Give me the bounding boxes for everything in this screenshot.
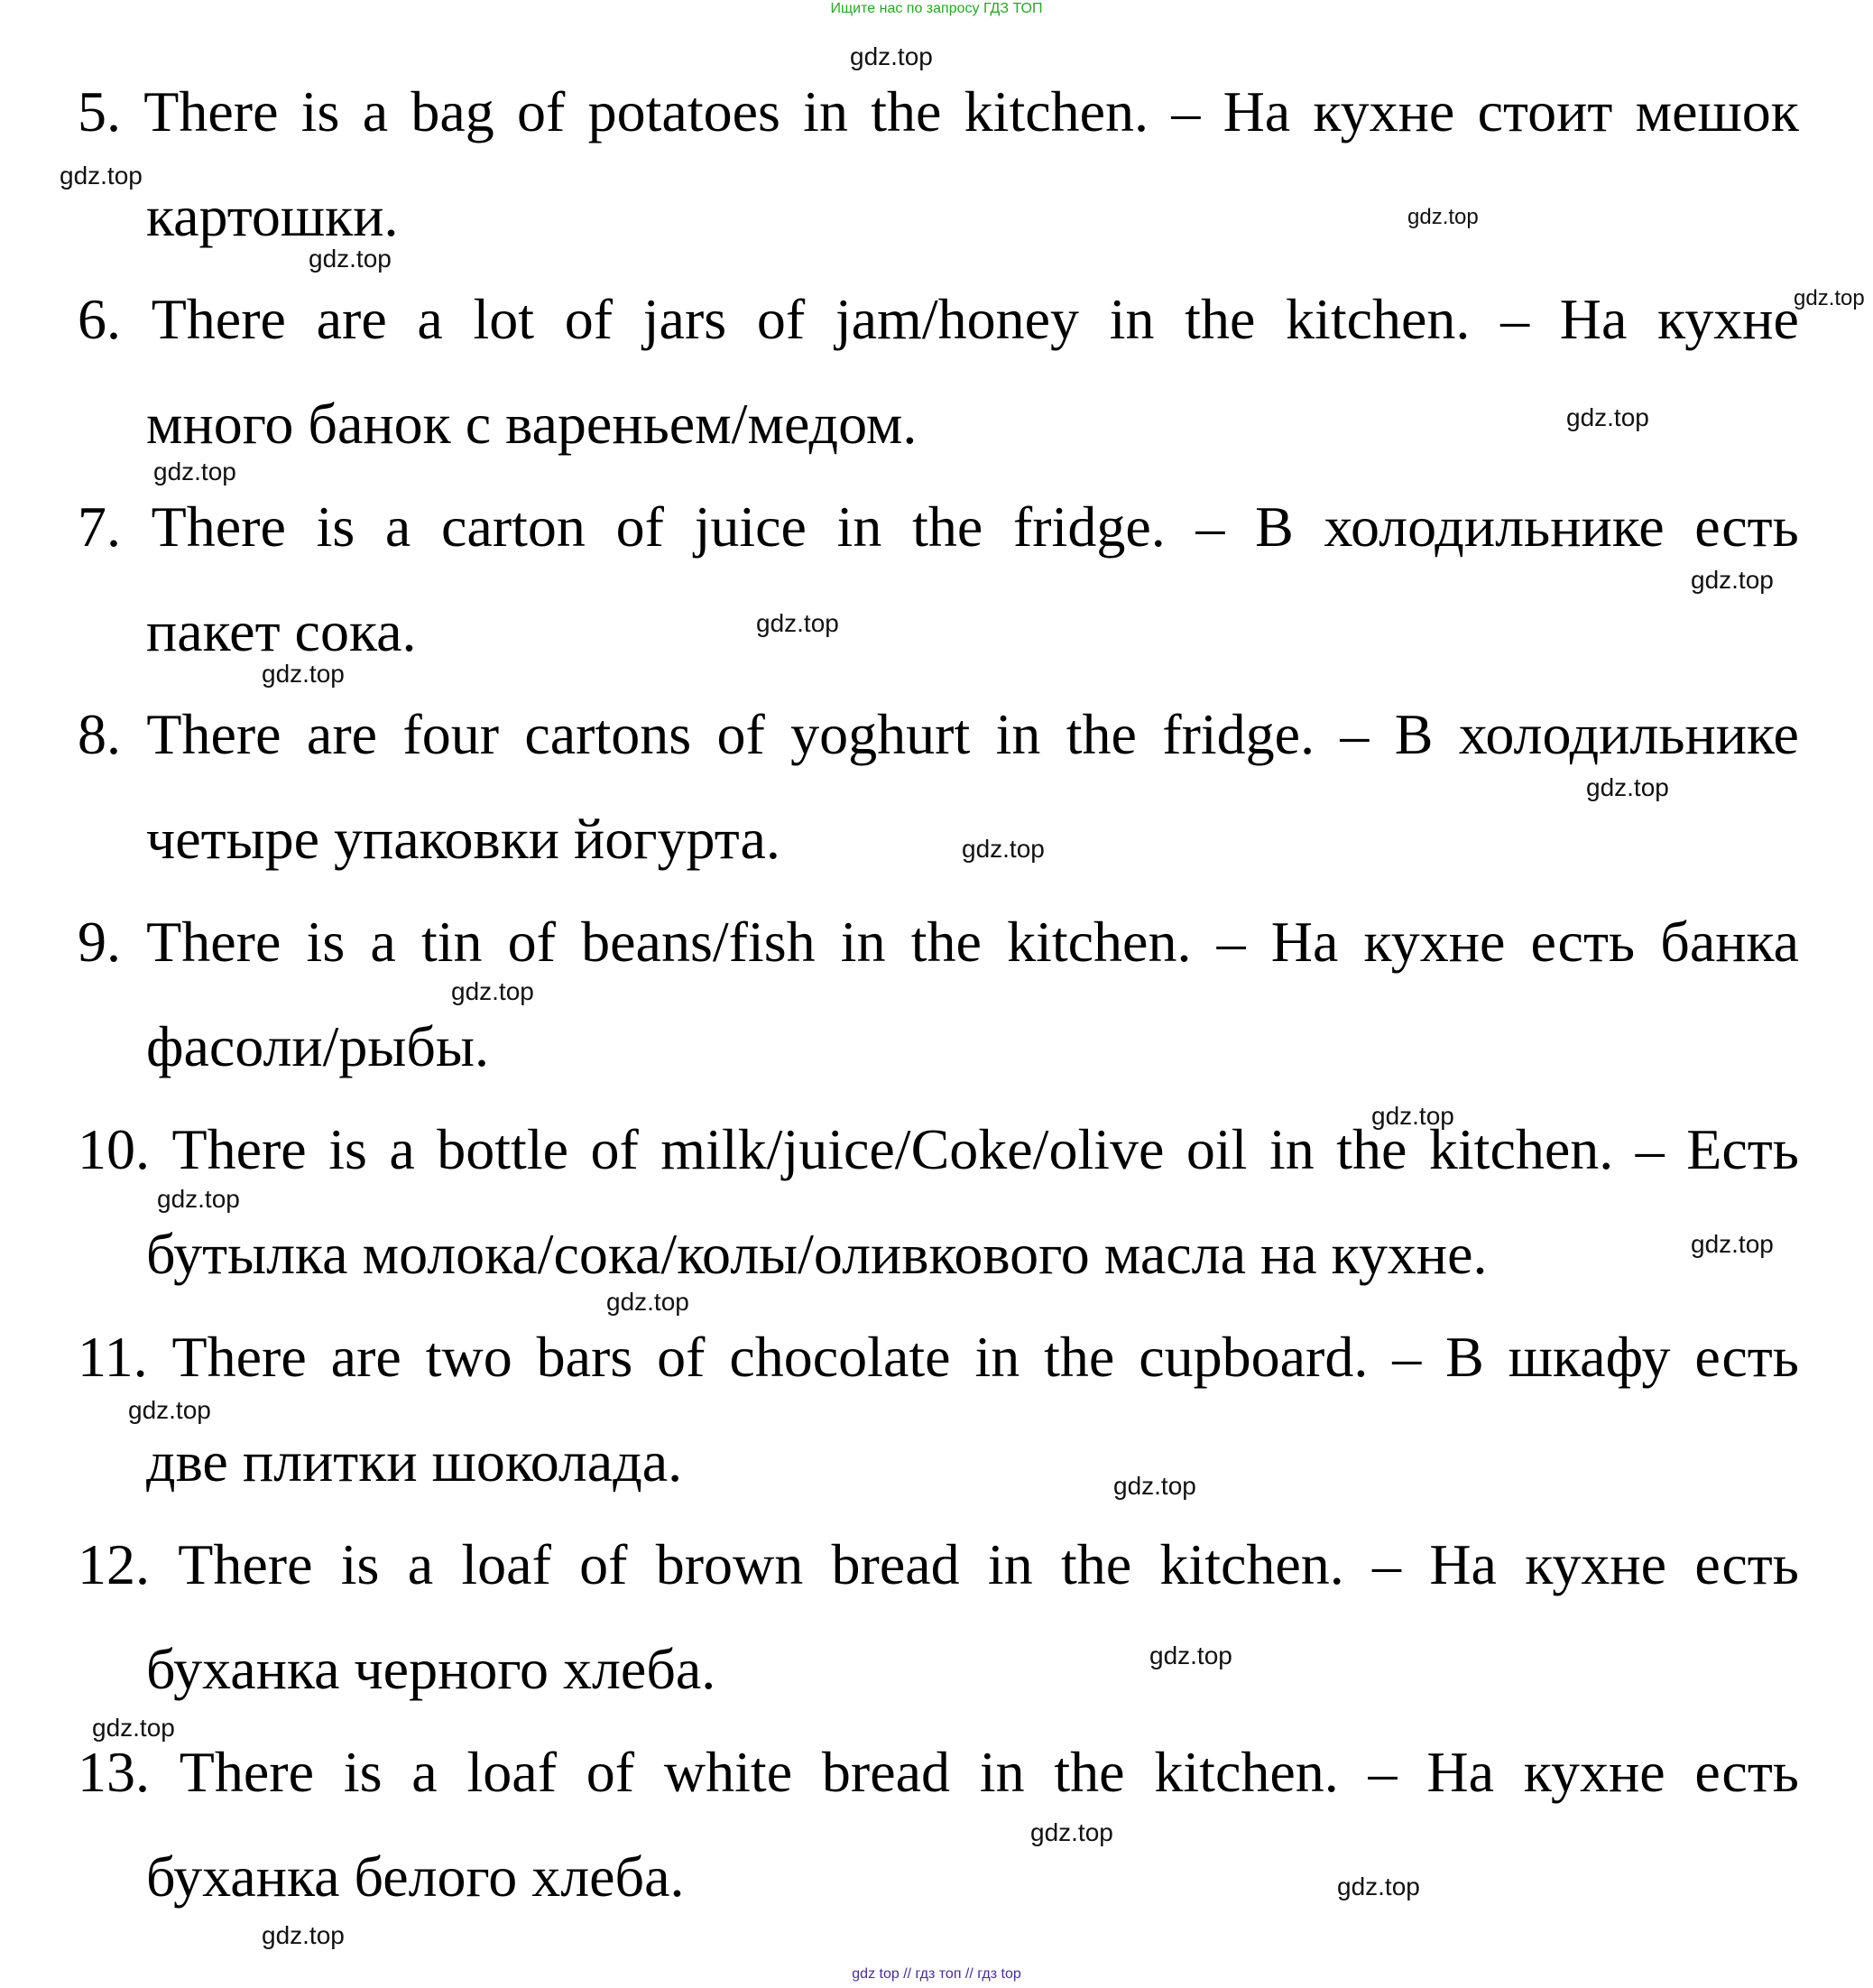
watermark-text: gdz.top — [606, 1288, 689, 1316]
item-number: 5. — [78, 79, 121, 143]
sentence-line: 10. There is a bottle of milk/juice/Coke/olive oil in the kitchen. – Есть — [78, 1117, 1799, 1181]
watermark-text: gdz.top — [1794, 286, 1865, 310]
item-number: 11. — [78, 1325, 148, 1389]
watermark-text: gdz.top — [962, 835, 1045, 863]
watermark-text: gdz.top — [850, 42, 933, 70]
watermark-text: gdz.top — [1030, 1818, 1113, 1846]
watermark-text: gdz.top — [153, 458, 236, 485]
translation-line: пакет сока. — [146, 599, 417, 663]
translation-line: много банок с вареньем/медом. — [146, 392, 918, 456]
item-number: 12. — [78, 1532, 150, 1596]
sentence-line: 6. There are a lot of jars of jam/honey in the kitchen. – На кухне — [78, 287, 1799, 351]
sentence-line: 9. There is a tin of beans/fish in the kitchen. – На кухне есть банка — [78, 910, 1799, 974]
translation-line: буханка белого хлеба. — [146, 1845, 685, 1909]
sentence-line: 13. There is a loaf of white bread in the kitchen. – На кухне есть — [78, 1740, 1799, 1804]
sentence-line: 5. There is a bag of potatoes in the kitchen. – На кухне стоит мешок — [78, 79, 1799, 143]
watermark-text: gdz.top — [1337, 1872, 1420, 1900]
watermark-text: gdz.top — [756, 609, 839, 637]
item-number: 13. — [78, 1740, 150, 1804]
watermark-text: gdz.top — [262, 660, 345, 688]
translation-line: четыре упаковки йогурта. — [146, 807, 780, 871]
watermark-text: gdz.top — [309, 245, 392, 273]
watermark-text: gdz.top — [1113, 1472, 1196, 1500]
item-number: 9. — [78, 910, 121, 974]
item-number: 7. — [78, 495, 121, 559]
translation-line: две плитки шоколада. — [146, 1429, 683, 1493]
watermark-text: gdz.top — [128, 1396, 211, 1424]
sentence-line: 8. There are four cartons of yoghurt in the fridge. – В холодильнике — [78, 702, 1799, 766]
item-number: 10. — [78, 1117, 150, 1181]
watermark-text: gdz.top — [1149, 1641, 1232, 1669]
watermark-text: gdz.top — [157, 1185, 240, 1213]
watermark-text: gdz.top — [451, 977, 534, 1005]
watermark-text: gdz.top — [1566, 403, 1649, 431]
footer-links[interactable]: gdz top // гдз топ // гдз top — [852, 1966, 1021, 1982]
watermark-text: gdz.top — [1691, 1230, 1774, 1258]
translation-line: буханка черного хлеба. — [146, 1637, 716, 1701]
watermark-text: gdz.top — [1407, 205, 1479, 229]
top-banner[interactable]: Ищите нас по запросу ГДЗ ТОП — [830, 1, 1043, 16]
translation-line: фасоли/рыбы. — [146, 1014, 489, 1078]
sentence-line: 7. There is a carton of juice in the fridge. – В холодильнике есть — [78, 495, 1799, 559]
watermark-text: gdz.top — [1691, 566, 1774, 594]
sentence-line: 12. There is a loaf of brown bread in the kitchen. – На кухне есть — [78, 1532, 1799, 1596]
watermark-text: gdz.top — [1586, 773, 1669, 801]
watermark-text: gdz.top — [1371, 1102, 1454, 1130]
watermark-text: gdz.top — [92, 1714, 175, 1742]
watermark-text: gdz.top — [60, 162, 143, 190]
sentence-line: 11. There are two bars of chocolate in the cupboard. – В шкафу есть — [78, 1325, 1799, 1389]
watermark-text: gdz.top — [262, 1921, 345, 1949]
item-number: 6. — [78, 287, 121, 351]
item-number: 8. — [78, 702, 121, 766]
translation-line: бутылка молока/сока/колы/оливкового масла на кухне. — [146, 1222, 1488, 1286]
translation-line: картошки. — [146, 184, 399, 248]
